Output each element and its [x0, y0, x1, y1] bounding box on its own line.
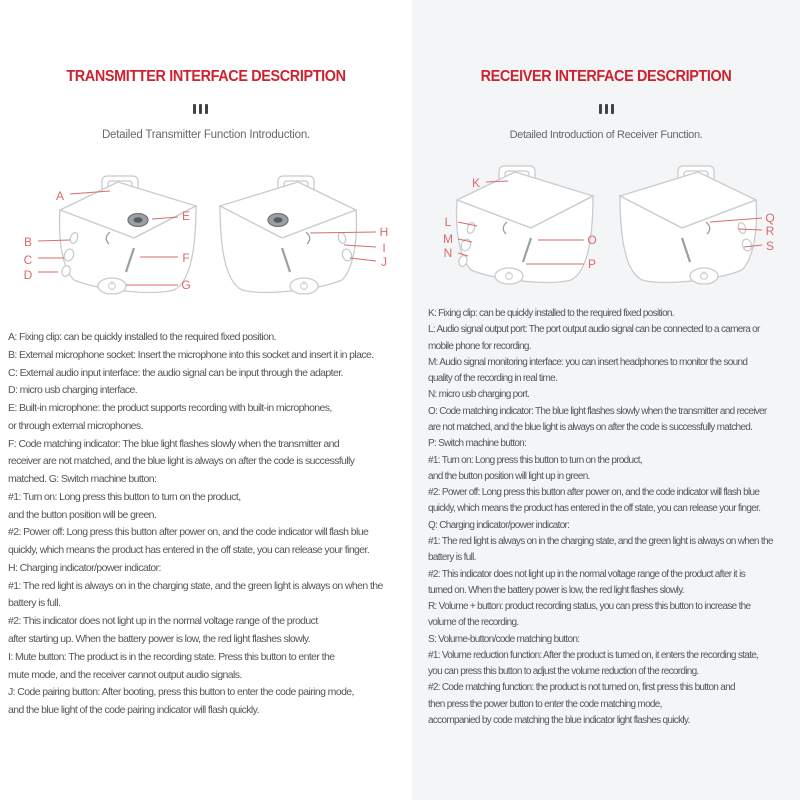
part-label: L — [444, 215, 452, 229]
description-line: E: Built-in microphone: the product supports recording with built-in microphones, — [8, 402, 332, 415]
part-label: E — [181, 209, 191, 223]
description-line: F: Code matching indicator: The blue light flashes slowly when the transmitter and — [8, 437, 340, 450]
description-line: #1: The red light is always on in the charging state, and the green light is always on when the — [428, 535, 773, 547]
description-line: turned on. When the battery power is low, the red light flashes slowly. — [428, 584, 684, 596]
description-line: S: Volume-button/code matching button: — [428, 633, 580, 645]
description-line: O: Code matching indicator: The blue light flashes slowly when the transmitter and receiver — [428, 405, 767, 417]
description-line: J: Code pairing button: After booting, press this button to enter the code pairing mode, — [8, 686, 354, 699]
description-line: R: Volume + button: product recording status, you can press this button to increase the — [428, 601, 751, 613]
part-label: I — [382, 241, 386, 255]
description-line: or through external microphones. — [8, 419, 143, 432]
description-line: matched. G: Switch machine button: — [8, 473, 157, 486]
description-line: quickly, which means the product has entered in the off state, you can release your finger. — [428, 503, 761, 515]
description-line: receiver are not matched, and the blue light is always on after the code is successfully — [8, 455, 355, 468]
description-line: #2: Power off: Long press this button after power on, and the code indicator will flash blue — [8, 526, 369, 539]
description-line: then press the power button to enter the code matching mode, — [428, 698, 662, 710]
part-label: K — [471, 176, 481, 190]
part-label: D — [23, 268, 33, 282]
transmitter-diagram — [0, 160, 412, 320]
three-bars-icon — [193, 104, 208, 114]
receiver-diagram — [400, 150, 800, 310]
receiver-descriptions — [428, 306, 773, 729]
part-label: C — [23, 253, 33, 267]
description-line: #1: The red light is always on in the charging state, and the green light is always on when the — [8, 579, 383, 592]
description-line: quality of the recording in real time. — [428, 373, 558, 385]
device-illustration — [220, 176, 356, 294]
transmitter-subtitle: Detailed Transmitter Function Introduction. — [101, 129, 311, 141]
description-line: #1: Volume reduction function: After the product is turned on, it enters the recording state, — [428, 649, 759, 661]
description-line: L: Audio signal output port: The port output audio signal can be connected to a camera or — [428, 324, 760, 336]
part-label: B — [23, 235, 33, 249]
description-line: are not matched, and the blue light is always on after the code is successfully matched. — [428, 421, 753, 433]
receiver-title: RECEIVER INTERFACE DESCRIPTION — [480, 68, 732, 85]
label-leader-line — [350, 258, 376, 261]
transmitter-title: TRANSMITTER INTERFACE DESCRIPTION — [66, 68, 346, 85]
part-label: S — [765, 239, 775, 253]
description-line: H: Charging indicator/power indicator: — [8, 561, 161, 574]
part-label: A — [55, 189, 65, 203]
description-line: #2: Code matching function: the product is not turned on, first press this button and — [428, 682, 735, 694]
description-line: battery is full. — [8, 597, 61, 610]
description-line: #1: Turn on: Long press this button to turn on the product, — [8, 490, 241, 503]
part-label: F — [182, 251, 190, 265]
description-line: N: micro usb charging port. — [428, 389, 530, 401]
description-line: K: Fixing clip: can be quickly installed to the required fixed position. — [428, 308, 674, 319]
description-line: #2: This indicator does not light up in the normal voltage range of the product after it is — [428, 568, 745, 580]
transmitter-descriptions — [8, 329, 383, 720]
description-line: #1: Turn on: Long press this button to turn on the product, — [428, 454, 642, 466]
part-label: P — [587, 257, 597, 271]
description-line: mobile phone for recording. — [428, 340, 531, 352]
description-line: and the button position will light up in green. — [428, 470, 590, 482]
part-label: O — [587, 233, 597, 247]
part-label: M — [443, 232, 453, 246]
description-line: mute mode, and the receiver cannot output audio signals. — [8, 668, 242, 681]
description-line: P: Switch machine button: — [428, 438, 527, 450]
three-bars-icon — [599, 104, 614, 114]
description-line: and the button position will be green. — [8, 508, 157, 521]
part-label: G — [181, 278, 191, 292]
part-label: J — [381, 255, 387, 269]
description-line: volume of the recording. — [428, 617, 519, 629]
receiver-subtitle: Detailed Introduction of Receiver Function. — [509, 129, 703, 141]
device-illustration — [620, 166, 756, 284]
description-line: A: Fixing clip: can be quickly installed to the required fixed position. — [8, 331, 276, 343]
description-line: #2: This indicator does not light up in the normal voltage range of the product — [8, 615, 318, 628]
description-line: I: Mute button: The product is in the recording state. Press this button to enter the — [8, 650, 335, 663]
description-line: Q: Charging indicator/power indicator: — [428, 519, 570, 531]
description-line: M: Audio signal monitoring interface: you can insert headphones to monitor the sound — [428, 356, 748, 368]
part-label: N — [443, 246, 453, 260]
description-line: #2: Power off: Long press this button after power on, and the code indicator will flash blue — [428, 487, 760, 499]
description-line: you can press this button to adjust the volume reduction of the recording. — [428, 666, 699, 678]
description-line: B: External microphone socket: Insert the microphone into this socket and insert it in place. — [8, 348, 374, 361]
description-line: C: External audio input interface: the audio signal can be input through the adapter. — [8, 366, 343, 379]
description-line: quickly, which means the product has entered in the off state, you can release your finger. — [8, 544, 370, 557]
description-line: accompanied by code matching the blue indicator light flashes quickly. — [428, 715, 690, 727]
description-line: battery is full. — [428, 552, 476, 564]
description-line: after starting up. When the battery power is low, the red light flashes slowly. — [8, 633, 310, 646]
description-line: D: micro usb charging interface. — [8, 384, 138, 397]
description-line: and the blue light of the code pairing indicator will flash quickly. — [8, 704, 259, 717]
part-label: Q — [765, 211, 775, 225]
part-label: H — [379, 225, 389, 239]
part-label: R — [765, 224, 775, 238]
